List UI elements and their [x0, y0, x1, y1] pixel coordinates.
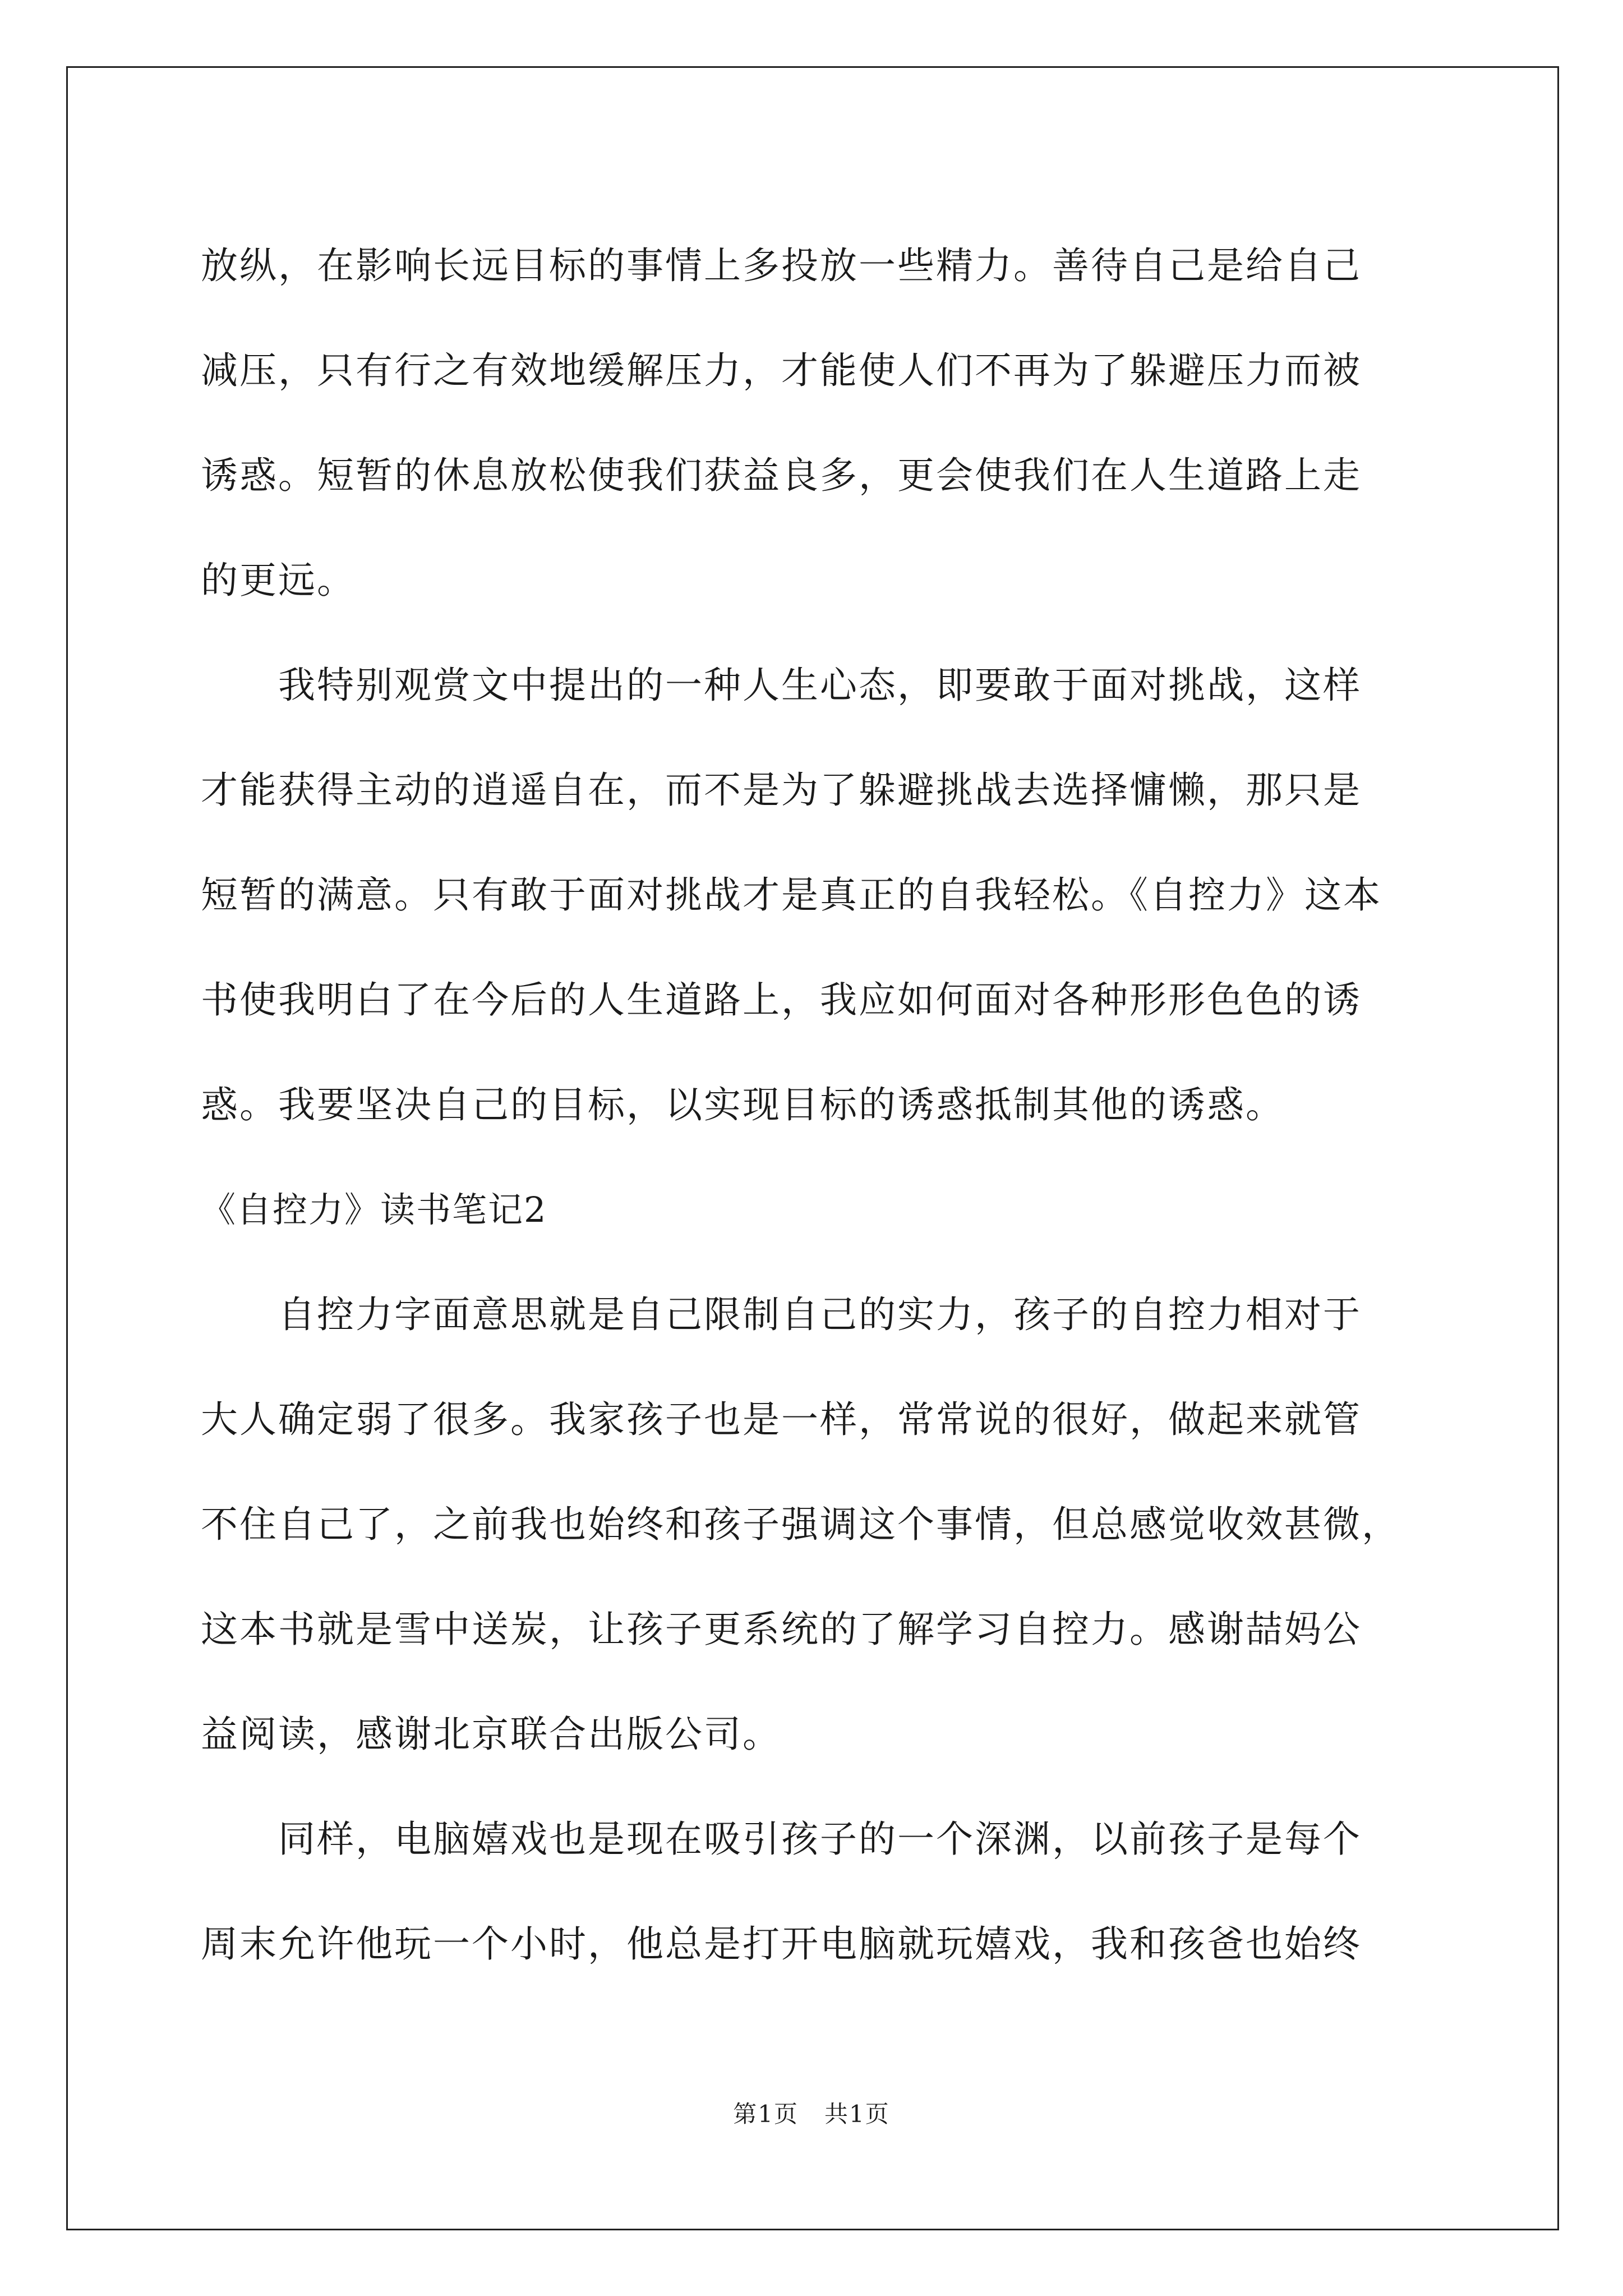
text-line: 益阅读，感谢北京联合出版公司。	[201, 1713, 781, 1756]
text-line: 诱惑。短暂的休息放松使我们获益良多，更会使我们在人生道路上走	[201, 454, 1362, 497]
text-line: 不住自己了，之前我也始终和孩子强调这个事情，但总感觉收效甚微，	[201, 1503, 1400, 1546]
text-line: 的更远。	[201, 559, 356, 602]
text-line: 这本书就是雪中送炭，让孩子更系统的了解学习自控力。感谢喆妈公	[201, 1608, 1362, 1651]
text-line: 书使我明白了在今后的人生道路上，我应如何面对各种形形色色的诱	[201, 978, 1362, 1022]
text-line: 放纵，在影响长远目标的事情上多投放一些精力。善待自己是给自己	[201, 244, 1362, 287]
page-footer: 第1页 共1页	[733, 2100, 890, 2128]
text-line: 减压，只有行之有效地缓解压力，才能使人们不再为了躲避压力而被	[201, 349, 1362, 392]
text-line: 同样，电脑嬉戏也是现在吸引孩子的一个深渊，以前孩子是每个	[278, 1818, 1362, 1861]
paragraph-4	[201, 1787, 1463, 1996]
paragraph-2	[201, 633, 1463, 1157]
paragraph-3	[201, 1262, 1463, 1787]
text-line: 我特别观赏文中提出的一种人生心态，即要敢于面对挑战，这样	[278, 664, 1362, 707]
text-line: 短暂的满意。只有敢于面对挑战才是真正的自我轻松。《自控力》这本	[201, 873, 1382, 917]
text-line: 惑。我要坚决自己的目标，以实现目标的诱惑抵制其他的诱惑。	[201, 1083, 1284, 1126]
document-body	[201, 213, 1463, 1996]
text-line: 大人确定弱了很多。我家孩子也是一样，常常说的很好，做起来就管	[201, 1398, 1362, 1441]
paragraph-1	[201, 213, 1463, 633]
text-line: 自控力字面意思就是自己限制自己的实力，孩子的自控力相对于	[278, 1293, 1362, 1336]
text-line: 周末允许他玩一个小时，他总是打开电脑就玩嬉戏，我和孩爸也始终	[201, 1922, 1362, 1966]
text-line: 才能获得主动的逍遥自在，而不是为了躲避挑战去选择慵懒，那只是	[201, 769, 1362, 812]
section-heading: 《自控力》读书笔记2	[201, 1189, 547, 1230]
